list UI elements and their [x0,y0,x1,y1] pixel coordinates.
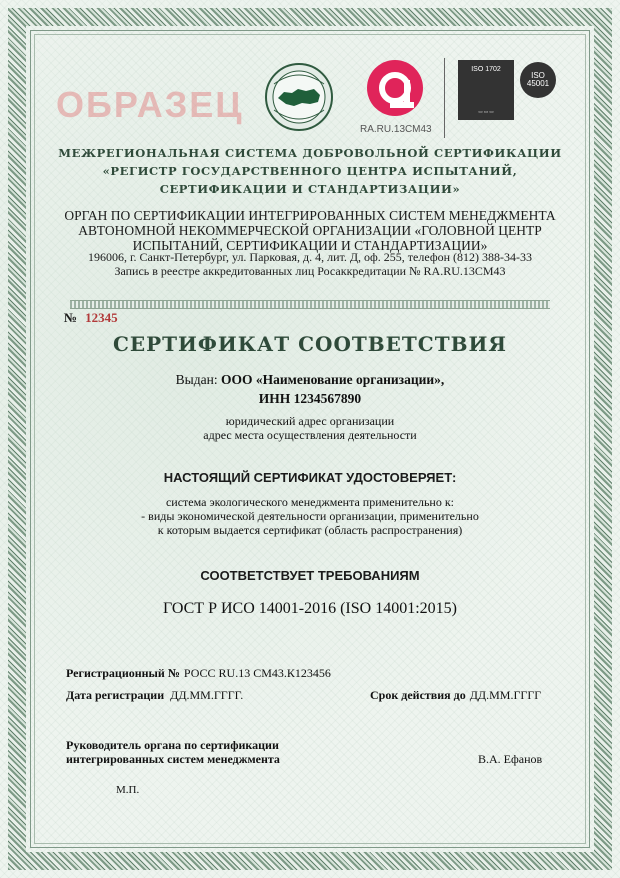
scope-line1: система экологического менеджмента применительно к: [165,495,455,509]
emblem-icon [264,62,334,132]
system-header-line3: СЕРТИФИКАЦИИ И СТАНДАРТИЗАЦИИ» [159,182,461,196]
iso-badge [458,60,514,120]
organization-addresses [40,414,580,442]
iso-label: ISO [531,70,545,80]
certificate-title: СЕРТИФИКАТ СООТВЕТСТВИЯ [112,332,508,356]
validity-date-label: Срок действия до [370,688,466,702]
standard-name: ГОСТ Р ИСО 14001-2016 (ISO 14001:2015) [163,600,457,617]
certification-body [40,208,580,253]
issued-organization: ООО «Наименование организации», [220,372,445,387]
registration-date-label: Дата регистрации [66,688,165,702]
signatory-title-line2: интегрированных систем менеджмента [66,752,280,766]
registration-number [66,666,331,681]
accreditation-code: RA.RU.13СМ43 [360,124,432,135]
watermark-sample: ОБРАЗЕЦ [56,84,244,125]
certification-body-address [40,250,580,278]
registration-number-value: РОСС RU.13 СМ43.К123456 [183,666,331,680]
legal-address: юридический адрес организации [225,414,395,428]
iso-code: 45001 [526,79,550,88]
issued-label: Выдан: [175,372,218,387]
certification-body-line3: ИСПЫТАНИЙ, СЕРТИФИКАЦИИ И СТАНДАРТИЗАЦИИ» [132,238,488,253]
registry-line: Запись в реестре аккредитованных лиц Росаккредитации № RA.RU.13СМ43 [114,264,506,278]
certificate-number [64,310,118,326]
iso-45001-badge [520,62,556,98]
issued-to [40,370,580,408]
certification-body-line2: АВТОНОМНОЙ НЕКОММЕРЧЕСКОЙ ОРГАНИЗАЦИИ «ГОЛОВНОЙ ЦЕНТР [78,223,542,238]
validity-date-value: ДД.ММ.ГГГГ [469,688,542,702]
stamp-place: М.П. [116,784,140,796]
validity-date [370,688,541,703]
certification-scope [40,495,580,537]
system-header [40,144,580,198]
certification-body-line1: ОРГАН ПО СЕРТИФИКАЦИИ ИНТЕГРИРОВАННЫХ СИСТЕМ МЕНЕДЖМЕНТА [64,208,556,223]
certificate-number-value: 12345 [85,310,118,325]
iso-badge-title: ISO 1702 [471,66,501,73]
logo-divider [444,58,445,138]
scope-line2: - виды экономической деятельности организации, применительно [141,509,479,523]
registration-date [66,688,243,703]
address-line: 196006, г. Санкт-Петербург, ул. Парковая, д. 4, лит. Д, оф. 255, телефон (812) 388-34-33 [87,250,533,264]
certificate-number-label: № [64,310,78,325]
signatory-title-line1: Руководитель органа по сертификации [66,738,279,752]
ornamental-divider [70,300,550,309]
scope-line3: к которым выдается сертификат (область распространения) [157,523,463,537]
issued-inn: ИНН 1234567890 [258,391,362,406]
registration-date-value: ДД.ММ.ГГГГ. [170,688,244,702]
registration-number-label: Регистрационный № [66,666,180,680]
iso-badge-caption: ▭ ▭ ▭ [478,108,494,114]
activity-address: адрес места осуществления деятельности [203,428,417,442]
accreditation-logo-icon [365,58,425,118]
complies-heading: СООТВЕТСТВУЕТ ТРЕБОВАНИЯМ [200,568,420,583]
certifies-heading: НАСТОЯЩИЙ СЕРТИФИКАТ УДОСТОВЕРЯЕТ: [163,470,457,485]
signatory-title [66,738,280,766]
system-header-line2: «РЕГИСТР ГОСУДАРСТВЕННОГО ЦЕНТРА ИСПЫТАНИЙ, [102,164,518,178]
signatory-name: В.А. Ефанов [478,752,543,766]
system-header-line1: МЕЖРЕГИОНАЛЬНАЯ СИСТЕМА ДОБРОВОЛЬНОЙ СЕРТИФИКАЦИИ [58,146,562,160]
